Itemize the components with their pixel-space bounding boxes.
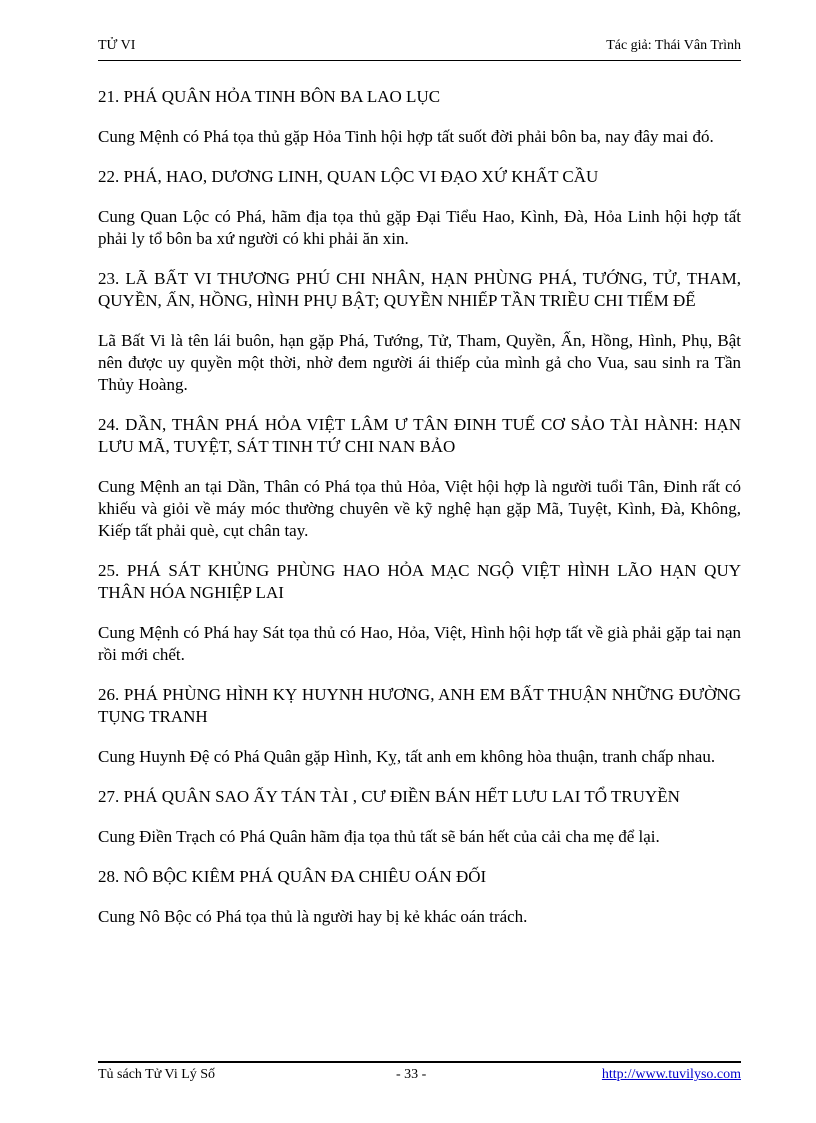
- document-body: [98, 86, 741, 946]
- section-heading: 24. DẦN, THÂN PHÁ HỎA VIỆT LÂM Ư TÂN ĐINH TUẾ CƠ SẢO TÀI HÀNH: HẠN LƯU MÃ, TUYỆT, SÁT TINH TỨ CHI NAN BẢO: [98, 415, 741, 456]
- website-link[interactable]: http://www.tuvilyso.com: [601, 1067, 741, 1082]
- section-text: Cung Điền Trạch có Phá Quân hãm địa tọa thủ tất sẽ bán hết của cải cha mẹ để lại.: [98, 827, 660, 846]
- section-heading: 22. PHÁ, HAO, DƯƠNG LINH, QUAN LỘC VI ĐẠO XỨ KHẤT CẦU: [98, 167, 599, 186]
- section-heading: 25. PHÁ SÁT KHỦNG PHÙNG HAO HỎA MẠC NGỘ VIỆT HÌNH LÃO HẠN QUY THÂN HÓA NGHIỆP LAI: [98, 561, 741, 602]
- section-26: [98, 684, 741, 768]
- section-text: Cung Mệnh an tại Dần, Thân có Phá tọa thủ Hỏa, Việt hội hợp là người tuổi Tân, Đinh rất có khiếu và giỏi về máy móc thường chuyên về kỹ nghệ hạn gặp Mã, Tuyệt, Kình, Đà, Không, Kiếp tất phải què, cụt chân tay.: [98, 477, 741, 540]
- section-23: [98, 268, 741, 396]
- section-text: Cung Mệnh có Phá hay Sát tọa thủ có Hao, Hỏa, Việt, Hình hội hợp tất về già phải gặp tai nạn rồi mới chết.: [98, 623, 741, 664]
- section-28: [98, 866, 741, 928]
- section-text: Cung Mệnh có Phá tọa thủ gặp Hỏa Tinh hội hợp tất suốt đời phải bôn ba, nay đây mai đó.: [98, 127, 714, 146]
- page-footer: [98, 1061, 741, 1085]
- section-heading: 27. PHÁ QUÂN SAO ẤY TÁN TÀI , CƯ ĐIỀN BÁN HẾT LƯU LAI TỔ TRUYỀN: [98, 787, 680, 806]
- section-22: [98, 166, 741, 250]
- section-heading: 21. PHÁ QUÂN HỎA TINH BÔN BA LAO LỤC: [98, 87, 441, 106]
- section-text: Cung Quan Lộc có Phá, hãm địa tọa thủ gặp Đại Tiểu Hao, Kình, Đà, Hỏa Linh hội hợp tất phải ly tổ bôn ba xứ người có khi phải ăn xin.: [98, 207, 741, 248]
- section-21: [98, 86, 741, 148]
- section-heading: 23. LÃ BẤT VI THƯƠNG PHÚ CHI NHÂN, HẠN PHÙNG PHÁ, TƯỚNG, TỬ, THAM, QUYỀN, ẤN, HỒNG, HÌNH PHỤ BẬT; QUYỀN NHIẾP TẦN TRIỀU CHI TIẾM ĐẾ: [98, 269, 741, 310]
- section-text: Cung Huynh Đệ có Phá Quân gặp Hình, Kỵ, tất anh em không hòa thuận, tranh chấp nhau.: [98, 747, 716, 766]
- footer-book-title: Tủ sách Tử Vi Lý Số: [98, 1067, 216, 1082]
- header-title: TỬ VI: [98, 38, 136, 53]
- section-24: [98, 414, 741, 542]
- section-text: Lã Bất Vi là tên lái buôn, hạn gặp Phá, Tướng, Tử, Tham, Quyền, Ấn, Hồng, Hình, Phụ, Bật nên được uy quyền một thời, nhờ đem người ái thiếp của mình gả cho Vua, sau sinh ra Tần Thủy Hoàng.: [98, 331, 741, 394]
- section-heading: 26. PHÁ PHÙNG HÌNH KỴ HUYNH HƯƠNG, ANH EM BẤT THUẬN NHỮNG ĐƯỜNG TỤNG TRANH: [98, 685, 741, 726]
- header-author: Tác giả: Thái Vân Trình: [606, 38, 741, 53]
- page-header: [98, 38, 741, 61]
- page-number: - 33 -: [396, 1067, 427, 1082]
- section-25: [98, 560, 741, 666]
- section-27: [98, 786, 741, 848]
- section-text: Cung Nô Bộc có Phá tọa thủ là người hay bị kẻ khác oán trách.: [98, 907, 528, 926]
- section-heading: 28. NÔ BỘC KIÊM PHÁ QUÂN ĐA CHIÊU OÁN ĐỐI: [98, 867, 487, 886]
